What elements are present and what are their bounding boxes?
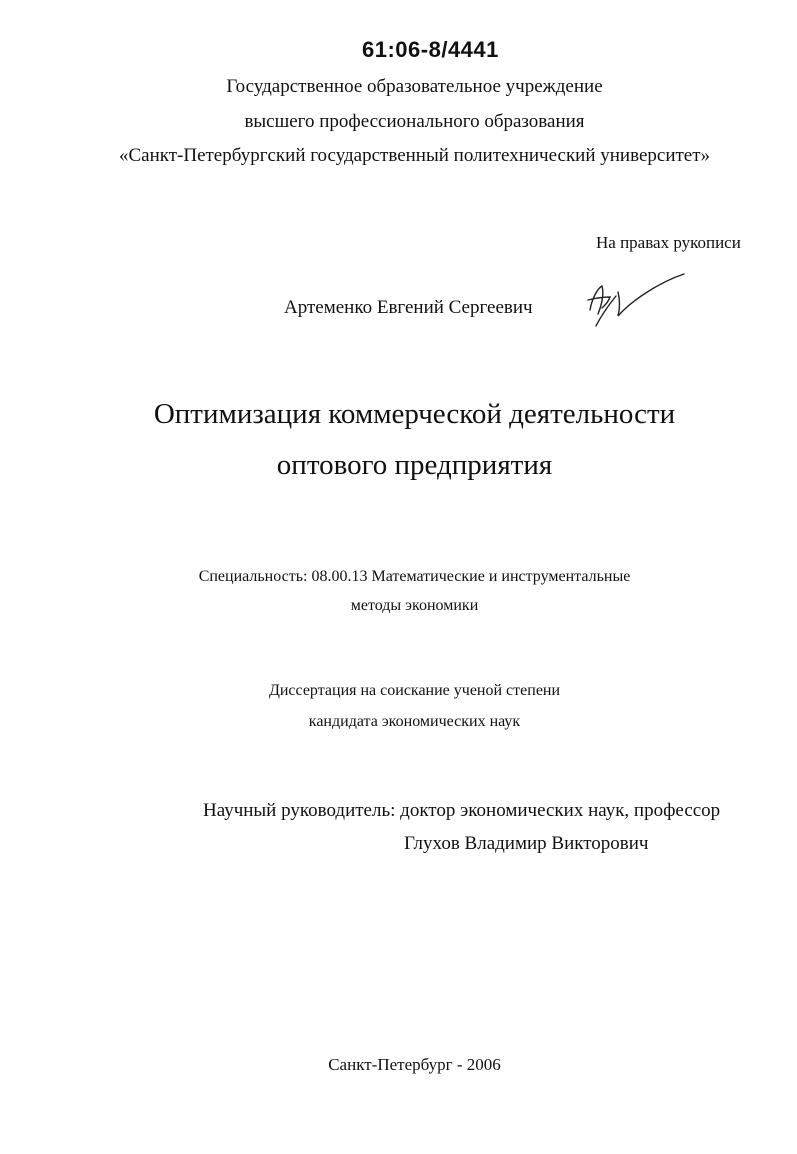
city-year: Санкт-Петербург - 2006 (328, 1055, 501, 1074)
dissertation-title-line-2: оптового предприятия (276, 449, 553, 481)
institution-line-1: Государственное образовательное учреждение (226, 76, 603, 97)
manuscript-note: На правах рукописи (596, 233, 741, 252)
supervisor-line-1: Научный руководитель: доктор экономических наук, профессор (203, 800, 721, 821)
supervisor-name: Глухов Владимир Викторович (404, 833, 649, 854)
degree-line-2: кандидата экономических наук (308, 713, 521, 730)
specialty-line-1: Специальность: 08.00.13 Математические и инструментальные (198, 568, 631, 585)
specialty-line-2: методы экономики (350, 597, 479, 614)
degree-line-1: Диссертация на соискание ученой степени (268, 682, 561, 699)
registry-code: 61:06-8/4441 (362, 37, 499, 62)
institution-line-3: «Санкт-Петербургский государственный политехнический университет» (118, 145, 711, 166)
author-signature (580, 270, 690, 330)
dissertation-title-line-1: Оптимизация коммерческой деятельности (153, 398, 676, 430)
author-name: Артеменко Евгений Сергеевич (284, 297, 533, 318)
institution-line-2: высшего профессионального образования (244, 111, 585, 132)
